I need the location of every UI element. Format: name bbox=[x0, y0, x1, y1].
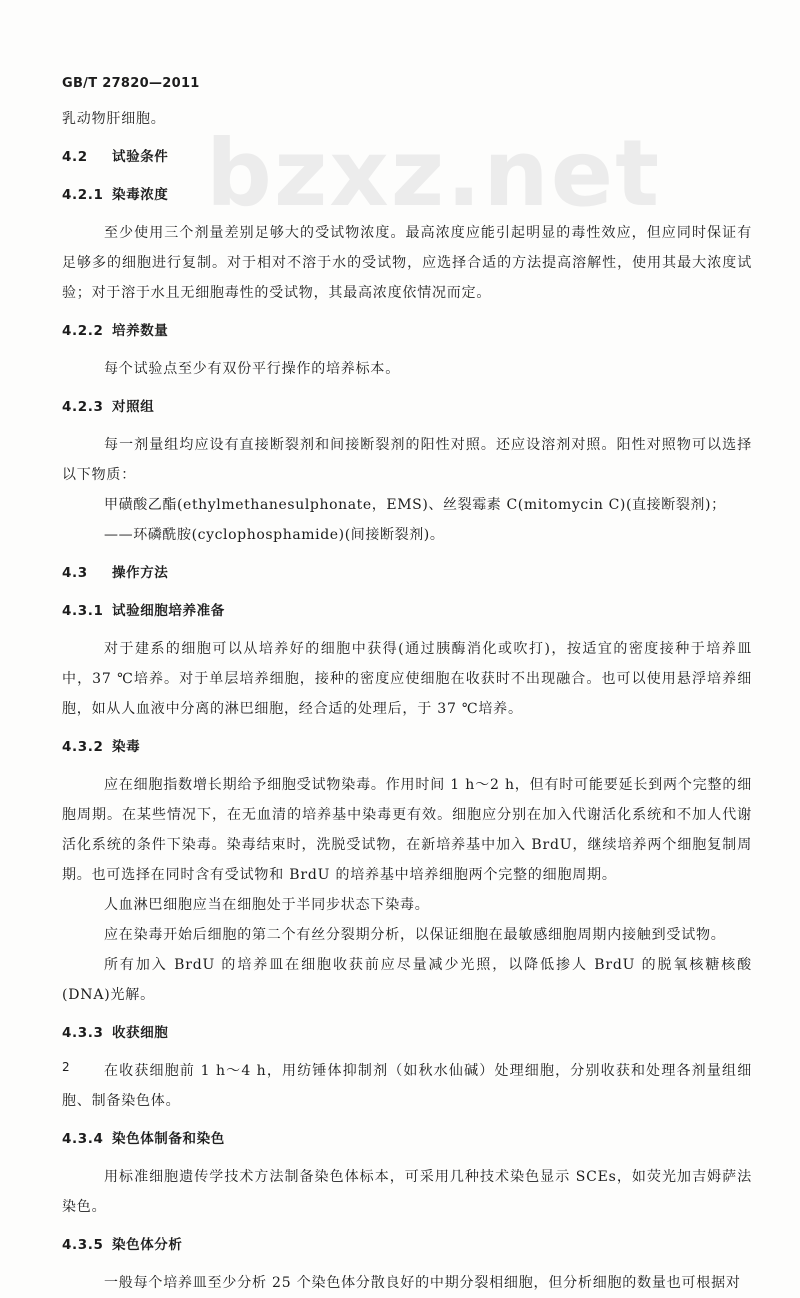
section-heading-4-3-4 bbox=[62, 1124, 752, 1154]
section-title: 操作方法 bbox=[112, 565, 169, 581]
section-heading-4-3-3 bbox=[62, 1018, 752, 1048]
paragraph-control-group: 每一剂量组均应设有直接断裂剂和间接断裂剂的阳性对照。还应设溶剂对照。阳性对照物可以选择以下物质： bbox=[62, 437, 752, 483]
section-title: 对照组 bbox=[112, 399, 155, 415]
list-item-direct-clastogen: 甲磺酸乙酯(ethylmethanesulphonate，EMS)、丝裂霉素 C(mitomycin C)(直接断裂剂)； bbox=[104, 497, 726, 513]
section-title: 试验条件 bbox=[112, 149, 169, 165]
section-number: 4.3.4 bbox=[62, 1131, 104, 1147]
continuation-paragraph: 乳动物肝细胞。 bbox=[62, 111, 166, 127]
section-title: 染毒 bbox=[112, 739, 141, 755]
paragraph-exposure-main: 应在细胞指数增长期给予细胞受试物染毒。作用时间 1 h～2 h，但有时可能要延长到两个完整的细胞周期。在某些情况下，在无血清的培养基中染毒更有效。细胞应分别在加入代谢活化系统和不加人代谢活化系统的条件下染毒。染毒结束时，洗脱受试物，在新培养基中加入 BrdU，继续培养两个细胞复制周期。也可选择在同时含有受试物和 BrdU 的培养基中培养细胞两个完整的细胞周期。 bbox=[62, 777, 752, 883]
section-title: 染色体制备和染色 bbox=[112, 1131, 225, 1147]
section-number: 4.2.2 bbox=[62, 323, 104, 339]
section-number: 4.3.3 bbox=[62, 1025, 104, 1041]
paragraph-culture-quantity: 每个试验点至少有双份平行操作的培养标本。 bbox=[104, 361, 400, 377]
paragraph-chromosome-analysis: 一般每个培养皿至少分析 25 个染色体分散良好的中期分裂相细胞，但分析细胞的数量也可根据对 bbox=[104, 1275, 741, 1291]
section-heading-4-2 bbox=[62, 142, 752, 172]
paragraph-cell-preparation: 对于建系的细胞可以从培养好的细胞中获得(通过胰酶消化或吹打)，按适宜的密度接种于培养皿中，37 ℃培养。对于单层培养细胞，接种的密度应使细胞在收获时不出现融合。也可以使用悬浮培养细胞，如从人血液中分离的淋巴细胞，经合适的处理后，于 37 ℃培养。 bbox=[62, 641, 752, 717]
section-number: 4.3.5 bbox=[62, 1237, 104, 1253]
section-heading-4-2-3 bbox=[62, 392, 752, 422]
paragraph-chromosome-staining: 用标准细胞遗传学技术方法制备染色体标本，可采用几种技术染色显示 SCEs，如荧光加吉姆萨法染色。 bbox=[62, 1169, 752, 1215]
list-item-indirect-clastogen: ——环磷酰胺(cyclophosphamide)(间接断裂剂)。 bbox=[104, 527, 445, 543]
document-body bbox=[62, 104, 752, 1298]
section-title: 收获细胞 bbox=[112, 1025, 169, 1041]
paragraph-harvest-cells: 在收获细胞前 1 h～4 h，用纺锤体抑制剂（如秋水仙碱）处理细胞，分别收获和处理各剂量组细胞、制备染色体。 bbox=[62, 1063, 752, 1109]
section-number: 4.3.1 bbox=[62, 603, 104, 619]
section-title: 染色体分析 bbox=[112, 1237, 183, 1253]
section-heading-4-3-2 bbox=[62, 732, 752, 762]
paragraph-exposure-light: 所有加入 BrdU 的培养皿在细胞收获前应尽量减少光照，以降低掺人 BrdU 的脱氧核糖核酸(DNA)光解。 bbox=[62, 957, 752, 1003]
paragraph-dose-concentration: 至少使用三个剂量差别足够大的受试物浓度。最高浓度应能引起明显的毒性效应，但应同时保证有足够多的细胞进行复制。对于相对不溶于水的受试物，应选择合适的方法提高溶解性，使用其最大浓度试验；对于溶于水且无细胞毒性的受试物，其最高浓度依情况而定。 bbox=[62, 225, 752, 301]
section-number: 4.2 bbox=[62, 149, 88, 165]
section-title: 培养数量 bbox=[112, 323, 169, 339]
standard-code-header: GB/T 27820—2011 bbox=[62, 76, 200, 91]
section-heading-4-2-2 bbox=[62, 316, 752, 346]
section-number: 4.3 bbox=[62, 565, 88, 581]
section-title: 试验细胞培养准备 bbox=[112, 603, 225, 619]
paragraph-exposure-mitosis: 应在染毒开始后细胞的第二个有丝分裂期分析，以保证细胞在最敏感细胞周期内接触到受试物。 bbox=[104, 927, 726, 943]
section-number: 4.2.3 bbox=[62, 399, 104, 415]
section-heading-4-2-1 bbox=[62, 180, 752, 210]
site-watermark: bzxz.net bbox=[206, 120, 662, 227]
page-number: 2 bbox=[62, 1060, 70, 1074]
section-heading-4-3 bbox=[62, 558, 752, 588]
paragraph-exposure-lymphocytes: 人血淋巴细胞应当在细胞处于半同步状态下染毒。 bbox=[104, 897, 430, 913]
section-number: 4.2.1 bbox=[62, 187, 104, 203]
section-number: 4.3.2 bbox=[62, 739, 104, 755]
section-heading-4-3-1 bbox=[62, 596, 752, 626]
section-title: 染毒浓度 bbox=[112, 187, 169, 203]
section-heading-4-3-5 bbox=[62, 1230, 752, 1260]
